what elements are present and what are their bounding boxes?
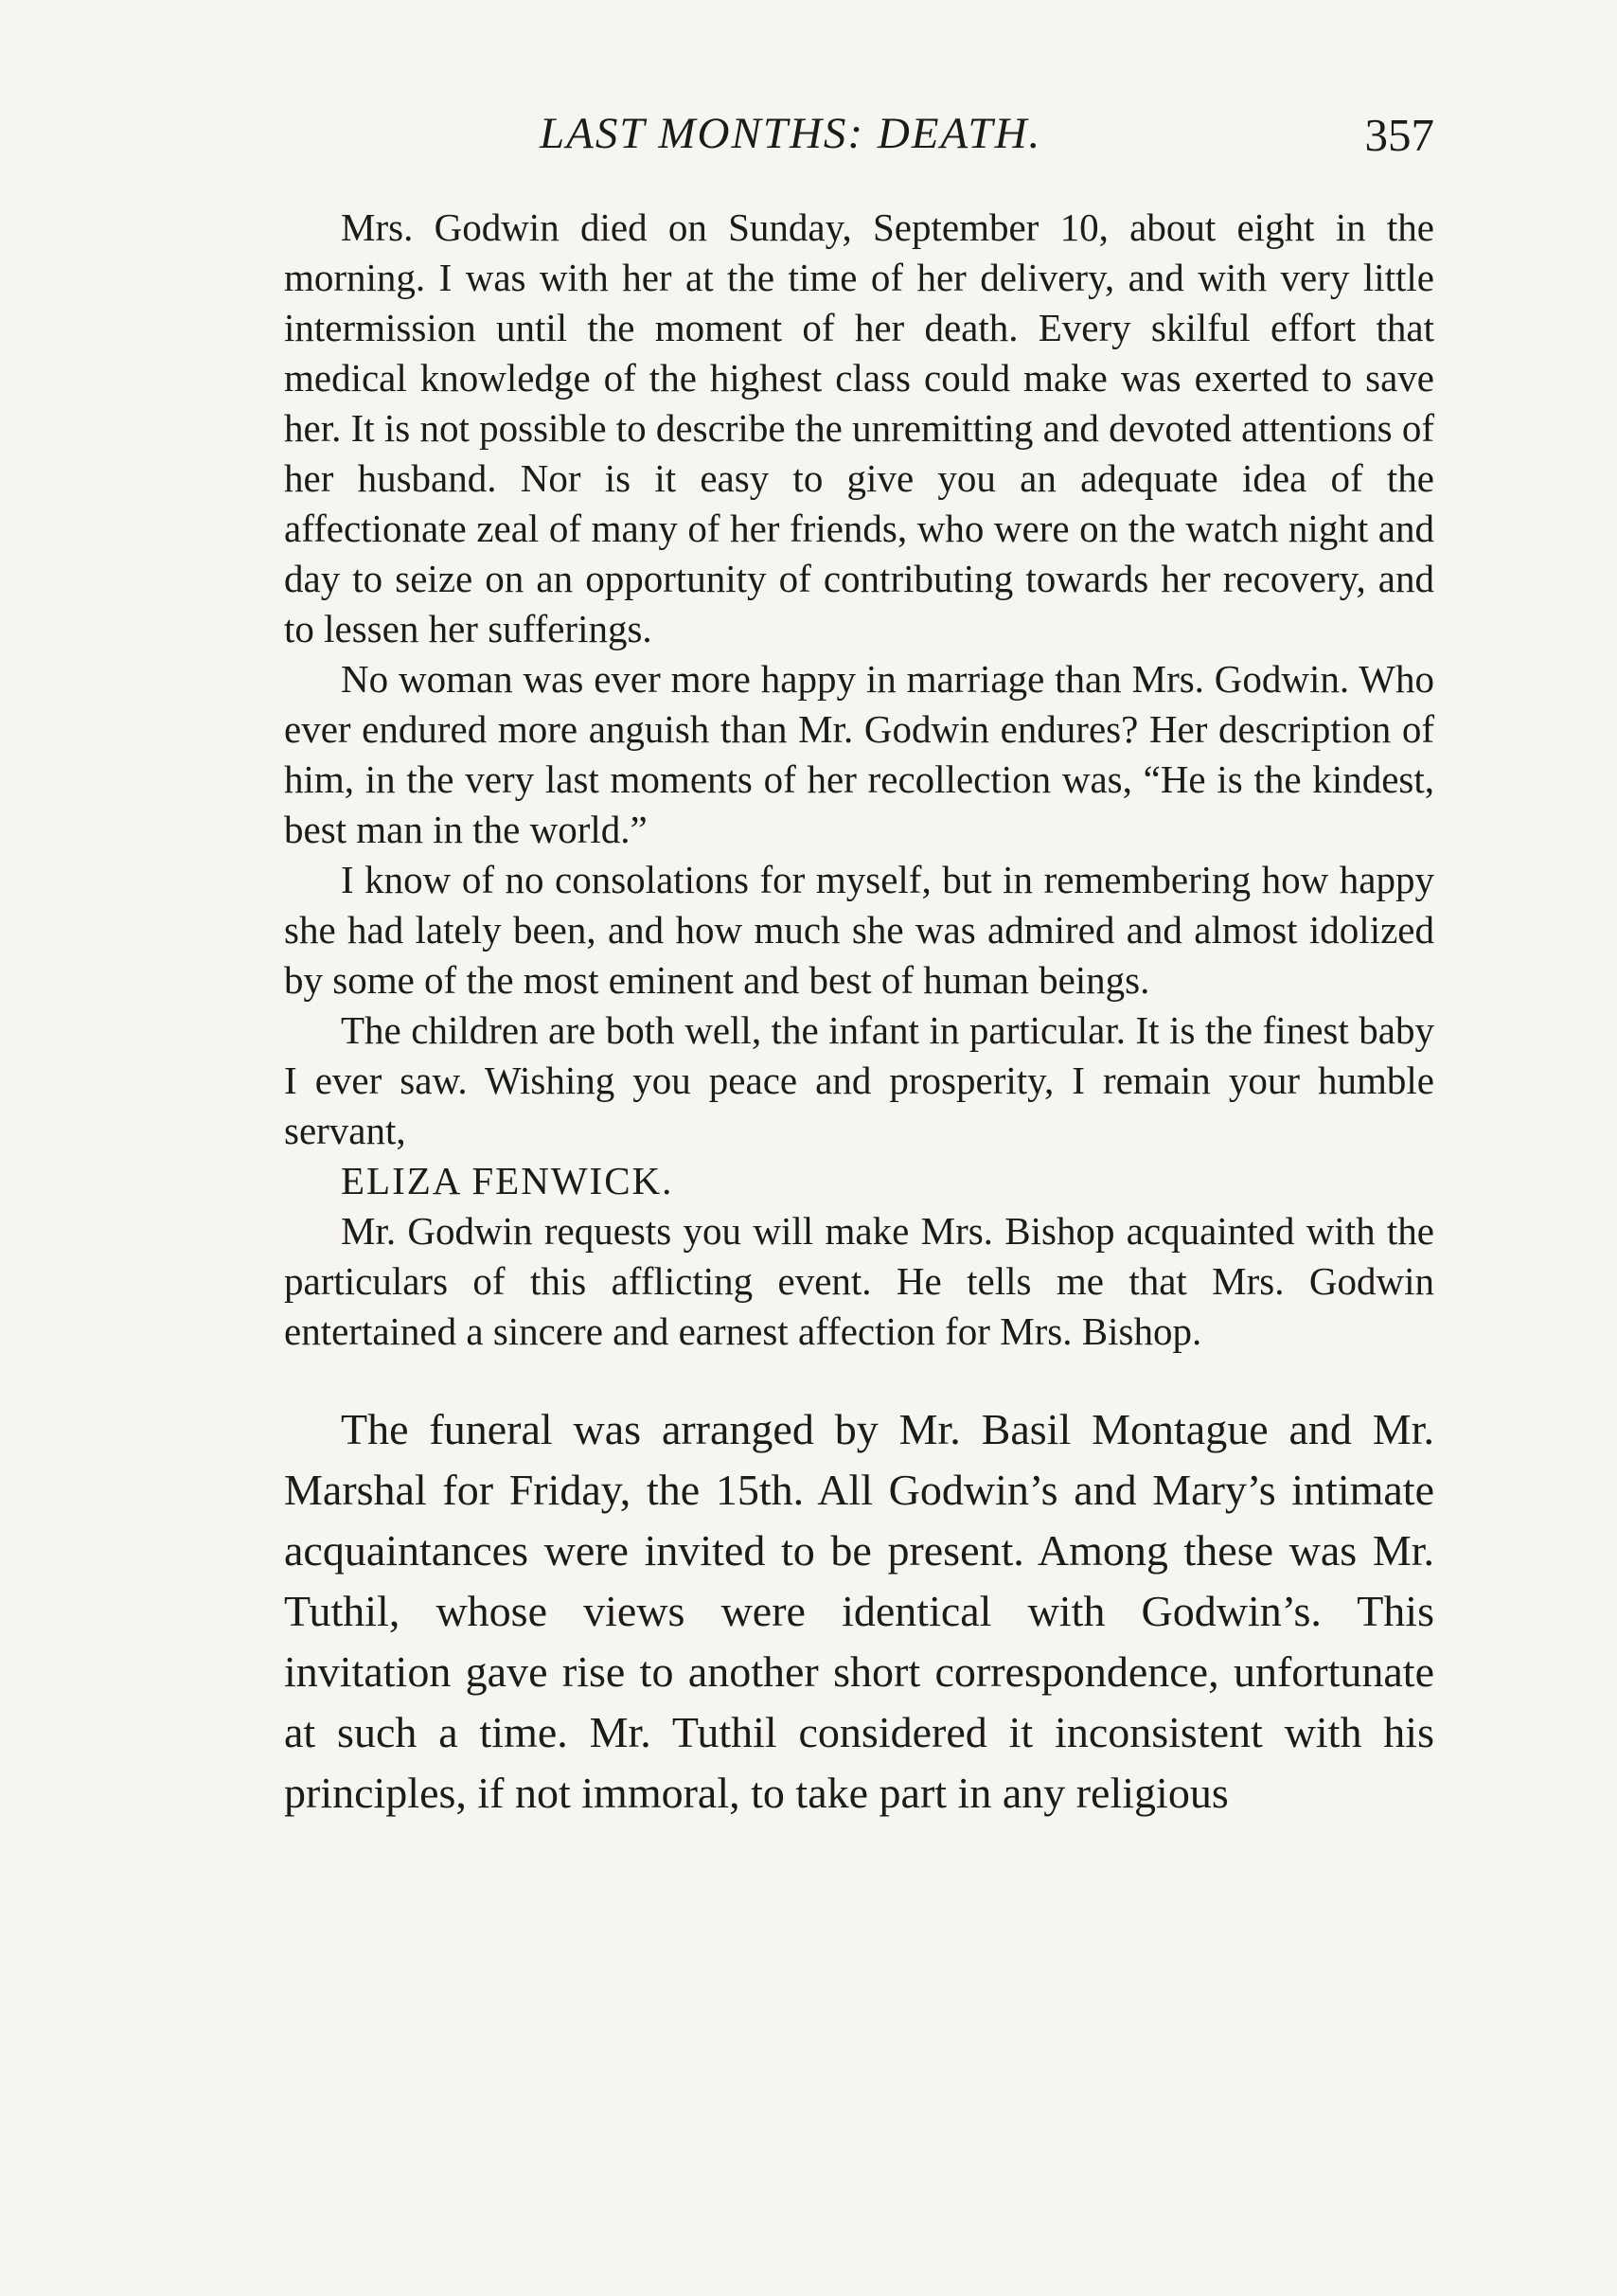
letter-paragraph-3: I know of no consolations for myself, but in remembering how happy she had lately been, and how much she was admired and almost idolized by some of the most eminent and best of human beings.: [284, 858, 1434, 1002]
letter-postscript: Mr. Godwin requests you will make Mrs. Bishop acquainted with the particulars of this afflicting event. He tells me that Mrs. Godwin entertained a sincere and earnest affection for Mrs. Bishop.: [284, 1209, 1434, 1353]
page-content: [284, 203, 1434, 1824]
letter-paragraph-4: The children are both well, the infant in particular. It is the finest baby I ever saw. Wishing you peace and prosperity, I remain your humble servant,: [284, 1008, 1434, 1152]
letter-paragraph-1: Mrs. Godwin died on Sunday, September 10, about eight in the morning. I was with her at the time of her delivery, and with very little intermission until the moment of her death. Every skilful effort that medical knowledge of the highest class could make was exerted to save her. It is not possible to describe the unremitting and devoted attentions of her husband. Nor is it easy to give you an adequate idea of the affectionate zeal of many of her friends, who were on the watch night and day to seize on an opportunity of contributing towards her recovery, and to lessen her sufferings.: [284, 205, 1434, 650]
running-head: [284, 109, 1434, 178]
page-number: 357: [1364, 109, 1434, 161]
quoted-letter: [284, 203, 1434, 1357]
narrative-text: [284, 1399, 1434, 1824]
letter-signature: ELIZA FENWICK.: [341, 1159, 674, 1202]
narrative-paragraph: The funeral was arranged by Mr. Basil Montague and Mr. Marshal for Friday, the 15th. All Godwin’s and Mary’s intimate acquaintances were invited to be present. Among these was Mr. Tuthil, whose views were identical with Godwin’s. This invitation gave rise to another short correspondence, unfortunate at such a time. Mr. Tuthil considered it inconsistent with his principles, if not immoral, to take part in any religious: [284, 1405, 1434, 1817]
running-title: LAST MONTHS: DEATH.: [540, 109, 1042, 158]
letter-paragraph-2: No woman was ever more happy in marriage than Mrs. Godwin. Who ever endured more anguish than Mr. Godwin endures? Her description of him, in the very last moments of her recollection was, “He is the kindest, best man in the world.”: [284, 657, 1434, 851]
